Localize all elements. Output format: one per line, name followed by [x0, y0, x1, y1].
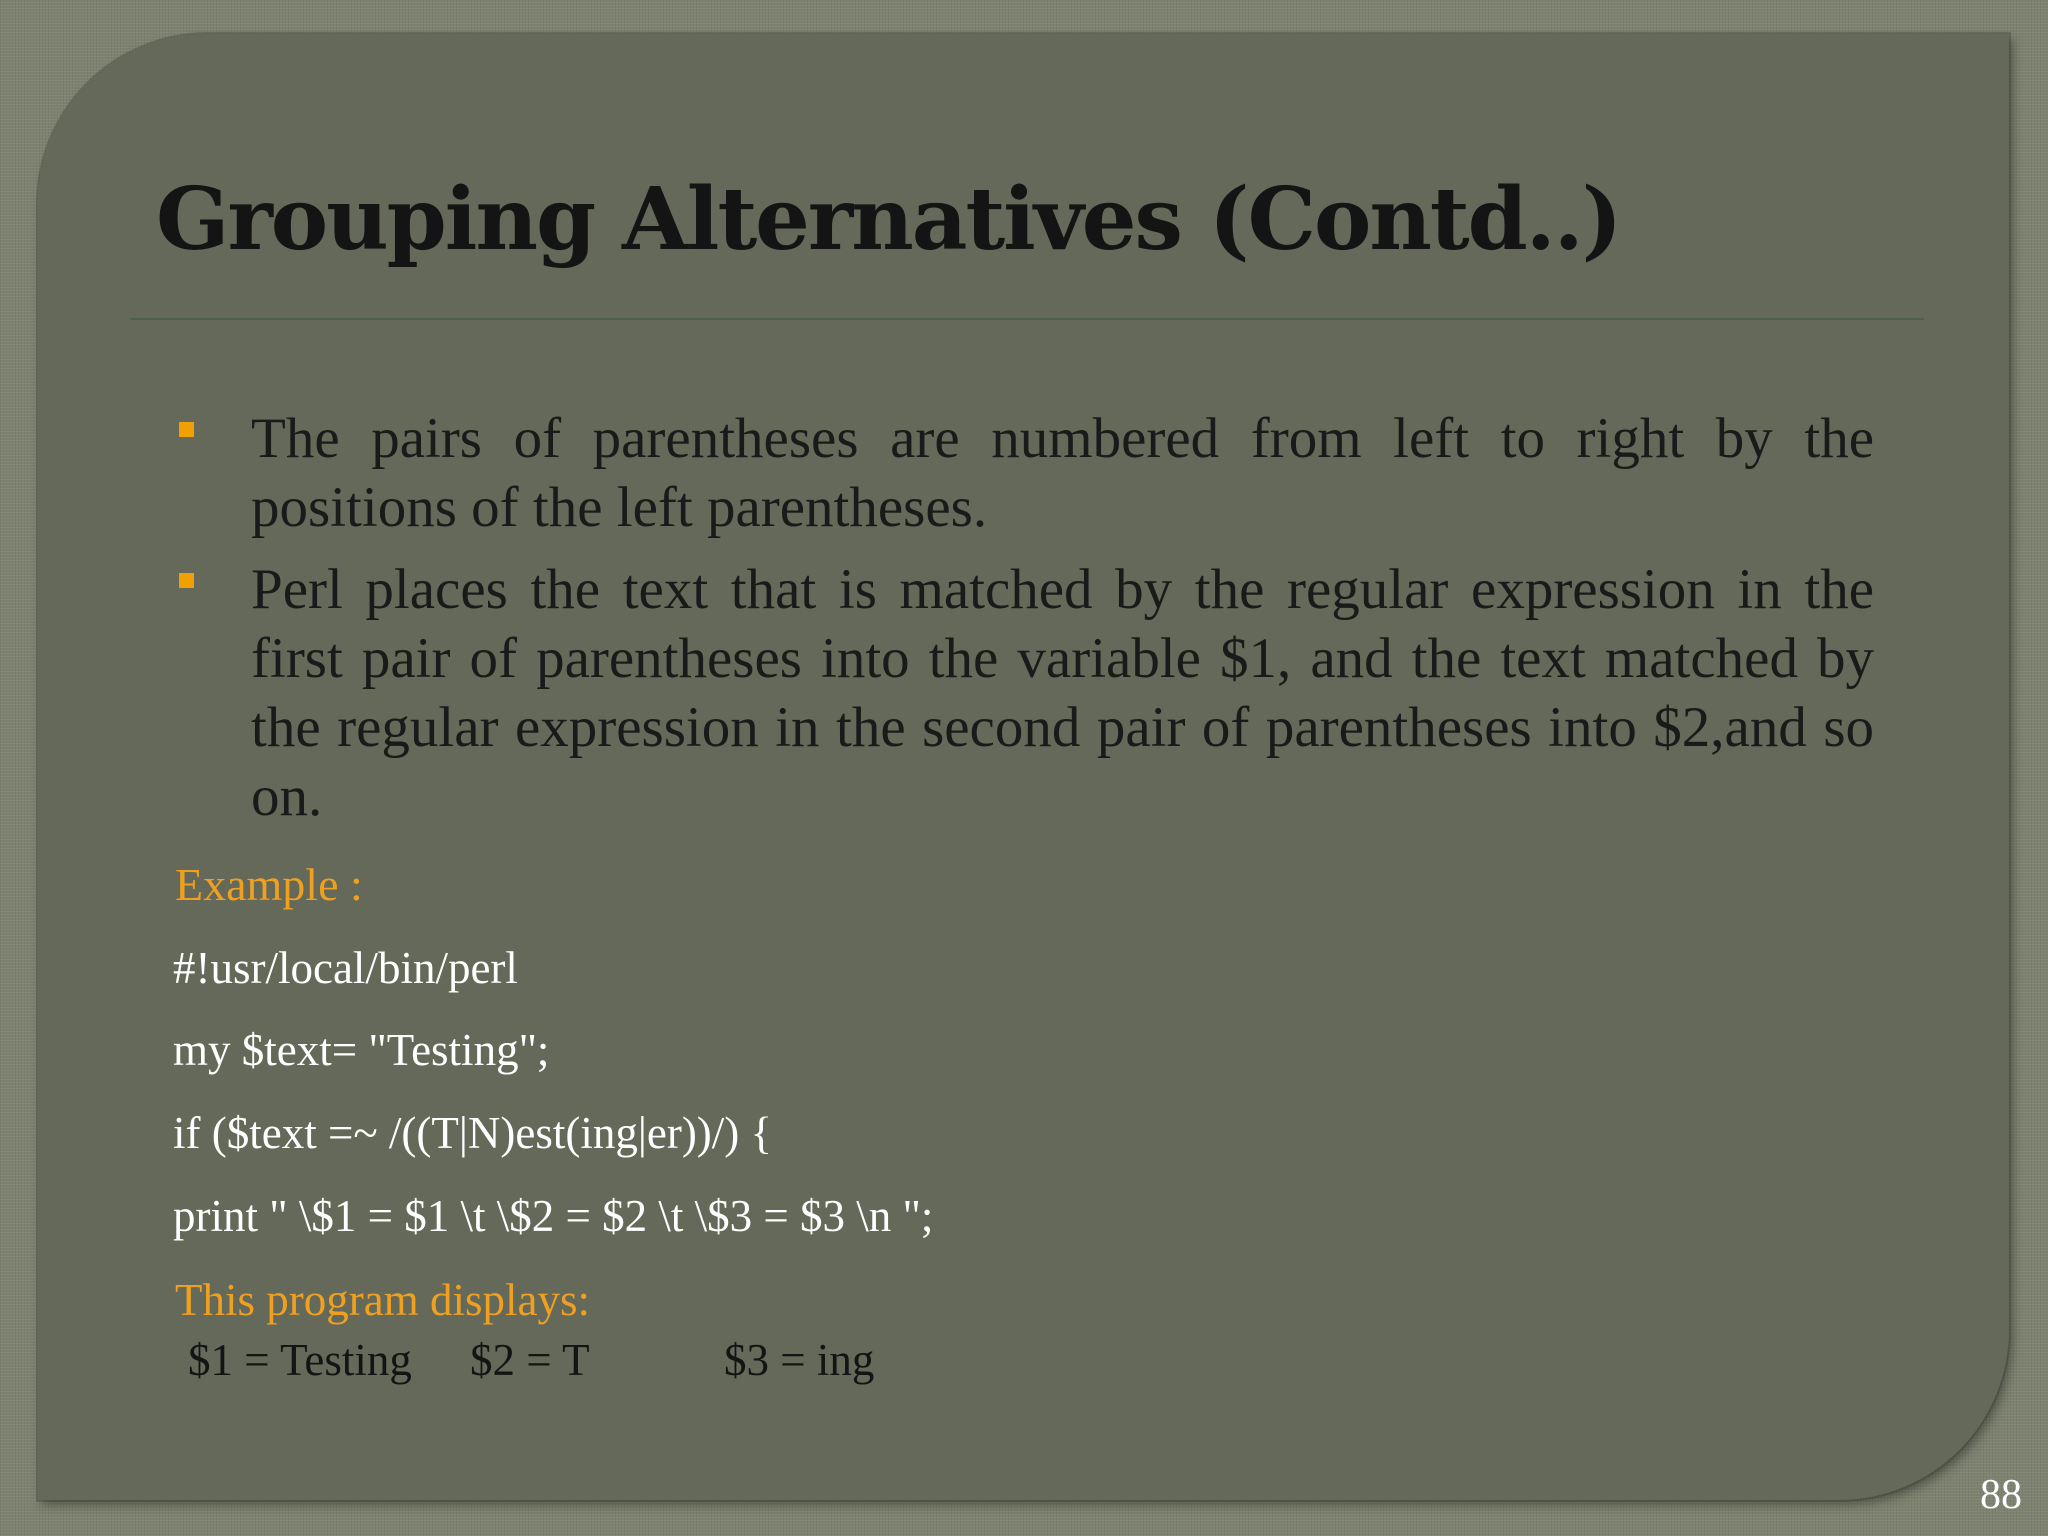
code-line-if-match: if ($text =~ /((T|N)est(ing|er))/) { [173, 1108, 773, 1158]
output-value-1: $1 = Testing [188, 1335, 412, 1385]
code-line-shebang: #!usr/local/bin/perl [173, 943, 518, 993]
square-bullet-icon [179, 573, 194, 588]
slide-title: Grouping Alternatives (Contd..) [156, 169, 1621, 270]
code-line-print: print " \$1 = $1 \t \$2 = $2 \t \$3 = $3 \n "; [173, 1191, 934, 1241]
output-value-2: $2 = T [470, 1335, 590, 1385]
bullet-text: The pairs of parentheses are numbered from left to right by the positions of the left parentheses. [251, 407, 1874, 539]
bullet-item [176, 555, 1874, 831]
page-number: 88 [1980, 1472, 2022, 1518]
bullet-item [176, 404, 1874, 542]
output-value-3: $3 = ing [724, 1335, 875, 1385]
title-divider [130, 318, 1924, 320]
bullet-text: Perl places the text that is matched by the regular expression in the first pair of parentheses into the variable $1, and the text matched by the regular expression in the second pair of parentheses into $2,and so on. [251, 558, 1874, 828]
square-bullet-icon [179, 422, 194, 437]
bullet-list [176, 404, 1874, 844]
code-line-assignment: my $text= "Testing"; [173, 1025, 550, 1075]
example-label: Example : [175, 859, 363, 910]
output-label: This program displays: [175, 1275, 590, 1325]
